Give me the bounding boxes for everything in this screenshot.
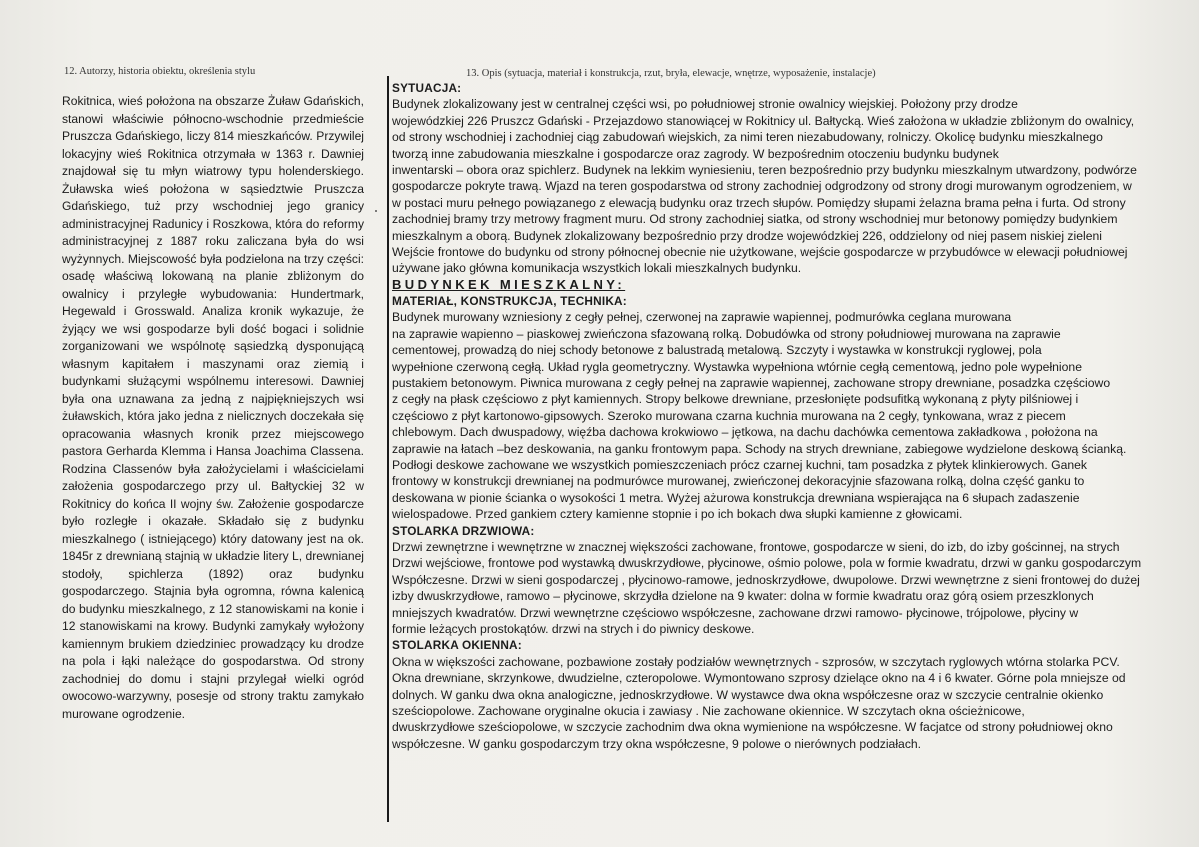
drzwi-line: Drzwi wejściowe, frontowe pod wystawką dwuskrzydłowe, płycinowe, ośmio polowe, pola w formie kwadratu, drzwi w ganku gospodarczym [392,556,1142,571]
section-12-title: 12. Autorzy, historia obiektu, określenia stylu [64,66,256,77]
stray-mark [375,210,377,212]
material-line: z cegły na płask częściowo z płyt kamiennych. Stropy belkowe drewniane, przesłonięte podsufitką wykonaną z płyty pilśniowej i [392,392,1079,407]
sytuacja-line: inwentarski – obora oraz spichlerz. Budynek na lekkim wyniesieniu, teren bezpośrednio przy budynku mieszkalnym utwardzony, podwórze [392,163,1137,178]
material-line: wielospadowe. Przed gankiem cztery kamienne stopnie i po ich bokach dwa słupki kamienne z głowicami. [392,507,963,522]
material-line: częściowo z płyt kartonowo-gipsowych. Szeroko murowana czarna kuchnia murowana na 2 cegły, tynkowana, wraz z piecem [392,408,1066,423]
okna-heading: STOLARKA OKIENNA: [392,638,522,653]
history-text: Rokitnica, wieś położona na obszarze Żuław Gdańskich, stanowi właściwie północno-wschodnie przedmieście Pruszcza Gdańskiego, liczy 814 mieszkańców. Przywilej lokacyjny wieś Rokitnica otrzymała w 1363 r. Dawniej znajdował się tu młyn wiatrowy typu holenderskiego. Żuławska wieś położona w sąsiedztwie Pruszcza Gdańskiego, tuż przy wschodniej jego granicy administracyjnej Radunicy i Roszkowa, która do reformy administracyjnej z 1887 roku zaliczana była do wsi wyżynnych. Miejscowość była podzielona na trzy części: osadę właściwą lokowaną na planie zbliżonym do owalnicy i przyległe wybudowania: Hundertmark, Hegewald i Grosswald. Analiza kronik wykazuje, że żyjący we wsi gospodarze byli dość bogaci i solidnie zorganizowani we wspólnotę sąsiedzką dysponującą własnym kapitałem i maszynami oraz ziemią i budynkami służącymi wspólnemu interesowi. Dawniej była ona uznawana za jedną z najpiękniejszych wsi żuławskich, która jako jedna z nielicznych doczekała się opracowania własnych kronik przez miejscowego pastora Gerharda Klemma i Hansa Joachima Classena. Rodzina Classenów była założycielami i właścicielami założenia gospodarczego przy ul. Bałtyckiej 32 w Rokitnicy do końca II wojny św. Założenie gospodarcze było rozległe i okazałe. Składało się z budynku mieszkalnego ( istniejącego) który datowany jest na ok. 1845r z drewnianą stajnią w układzie litery L, drewnianej stodoły, spichlerza (1892) oraz budynku gospodarczego. Stajnia była ogromna, równa kalenicą do budynku mieszkalnego, z 12 stanowiskami na konie i 12 stanowiskami na krowy. Budynki zamykały wyłożony kamiennym brukiem dziedziniec prowadzący ku drodze na pola i łąki należące do gospodarstwa. Od strony zachodniej do domu i stajni przylegał wielki ogród owocowo-warzywny, posesje od strony traktu zamykało murowane ogrodzenie. [62,94,364,721]
material-heading: MATERIAŁ, KONSTRUKCJA, TECHNIKA: [392,293,627,308]
sytuacja-heading: SYTUACJA: [392,81,462,95]
material-line: wypełnione czerwoną cegłą. Układ rygla geometryczny. Wystawka wypełniona wtórnie cegłą cementową, jedno pole wypełnione [392,359,1082,374]
sytuacja-line: używane jako główna komunikacja wszystkich lokali mieszkalnych budynku. [392,261,802,276]
okna-text [392,654,1180,752]
column-divider [387,76,389,822]
okna-line: sześciopolowe. Zachowane oryginalne okucia i zawiasy . Nie zachowane okiennice. W szczytach okna ościeżnicowe, [392,704,1025,719]
okna-line: Okna drewniane, skrzynkowe, dwudzielne, czteropolowe. Wymontowano szprosy dzielące okno na 4 i 6 kwater. Górne pola mniejsze od [392,671,1126,686]
sytuacja-line: mieszkalnym a oborą. Budynek zlokalizowany bezpośrednio przy drodze wojewódzkiej 226, oddzielony od niej pasem niskiej zieleni [392,228,1102,243]
okna-line: dwuskrzydłowe sześciopolowe, w szczycie zachodnim dwa okna wymienione na współczesne. W facjatce od strony południowej okno [392,720,1113,735]
sytuacja-line: wojewódzkiej 226 Pruszcz Gdański - Przejazdowo stanowiącej w Rokitnicy ul. Bałtycką. Wieś założona w układzie zbliżonym do owalnicy, [392,113,1135,128]
okna-line: Okna w większości zachowane, pozbawione zostały podziałów wewnętrznych - szprosów, w szczytach ryglowych wtórna stolarka PCV. [392,654,1120,669]
drzwi-text [392,539,1180,637]
sytuacja-line: zachodniej bramy trzy metrowy fragment muru. Od strony zachodniej siatka, od strony wschodniej mur betonowy pomiędzy budynkiem [392,212,1118,227]
material-line: Budynek murowany wzniesiony z cegły pełnej, czerwonej na zaprawie wapiennej, podmurówka ceglana murowana [392,310,1012,325]
drzwi-line: Drzwi zewnętrzne i wewnętrzne w znacznej większości zachowane, frontowe, gospodarcze w sieni, do izb, do izby gościnnej, na strych [392,539,1120,554]
material-line: pustakiem betonowym. Piwnica murowana z cegły pełnej na zaprawie wapiennej, zachowane stropy drewniane, posadzka częściowo [392,375,1111,390]
material-line: chlebowym. Dach dwuspadowy, więźba dachowa krokwiowo – jętkowa, na dachu dachówka cementowa zakładkowa , położona na [392,425,1098,440]
section-13-title: 13. Opis (sytuacja, materiał i konstrukcja, rzut, bryła, elewacje, wnętrze, wyposażenie, instalacje) [466,68,876,79]
sytuacja-line: w postaci muru pełnego powiązanego z elewacją budynku oraz trzech słupów. Pomiędzy słupami żelazna brama pełna i furta. Od strony [392,195,1126,210]
sytuacja-line: gospodarcze pokryte trawą. Wjazd na teren gospodarstwa od strony zachodniej odgrodzony od strony drogi murowanym ogrodzeniem, w [392,179,1132,194]
material-line: cementowej, prowadzą do niej schody betonowe z balustradą metalową. Szczyty i wystawka w konstrukcji ryglowej, pola [392,343,1042,358]
sytuacja-line: Budynek zlokalizowany jest w centralnej części wsi, po południowej stronie owalnicy wiejskiej. Położony przy drodze [392,97,1018,112]
description-column [392,80,1180,752]
material-line: Podłogi deskowe zachowane we wszystkich pomieszczeniach prócz czarnej kuchni, tam posadzka z płytek klinkierowych. Ganek [392,457,1088,472]
material-line: zaprawie na łatach –bez deskowania, na ganku frontowym papa. Schody na strych drewniane, zabiegowe wydzielone deskową ścianką. [392,441,1127,456]
material-line: na zaprawie wapienno – piaskowej zwieńczona sfazowaną rolką. Dobudówka od strony południowej murowana na zaprawie [392,326,1061,341]
material-line: deskowana w pionie ścianka o wysokości 1 metra. Wyżej ażurowa konstrukcja drewniana wspierająca na 6 słupach zadaszenie [392,490,1080,505]
material-text [392,309,1180,522]
okna-line: dolnych. W ganku dwa okna analogiczne, jednoskrzydłowe. W wystawce dwa okna współczesne oraz w szczycie centralnie okienko [392,687,1104,702]
drzwi-line: izby dwuskrzydłowe, ramowo – płycinowe, skrzydła dzielone na 9 kwater: dolna w formie kwadratu oraz górą osiem przeszklonych [392,589,1094,604]
material-line: frontowy w konstrukcji drewnianej na podmurówce murowanej, zwieńczonej dekoracyjnie sfazowana rolką, dolna część ganku to [392,474,1085,489]
drzwi-heading: STOLARKA DRZWIOWA: [392,523,535,538]
sytuacja-text [392,96,1180,276]
sytuacja-line: tworzą inne zabudowania mieszkalne i gospodarcze oraz zagrody. W bezpośrednim otoczeniu budynku budynek [392,146,999,161]
okna-line: współczesne. W ganku gospodarczym trzy okna współczesne, 9 polowe o nierównych podziałach. [392,736,922,751]
drzwi-line: formie leżących prostokątów. drzwi na strych i do piwnicy deskowe. [392,622,755,636]
sytuacja-line: od strony wschodniej i zachodniej ciąg zabudowań wiejskich, za nimi teren niezabudowany, rolniczy. Okolicę budynku mieszkalnego [392,130,1103,145]
drzwi-line: mniejszych kwadratów. Drzwi wewnętrzne częściowo współczesne, zachowane drzwi ramowo- płycinowe, trójpolowe, płyciny w [392,605,1079,620]
sytuacja-line: Wejście frontowe do budynku od strony północnej obecnie nie użytkowane, wejście gospodarcze w przybudówce w elewacji południowej [392,245,1128,260]
drzwi-line: Współczesne. Drzwi w sieni gospodarczej , płycinowo-ramowe, jednoskrzydłowe, dwupolowe. Drzwi wewnętrzne z sieni frontowej do dużej [392,572,1140,587]
budynek-heading: BUDYNKEK MIESZKALNY: [392,276,626,292]
